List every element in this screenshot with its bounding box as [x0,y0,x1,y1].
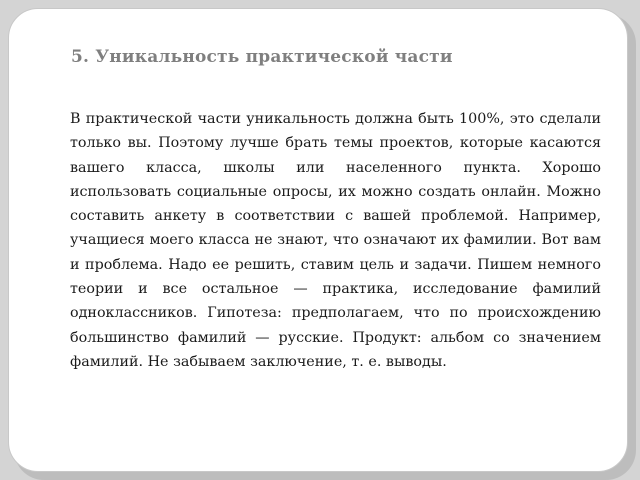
slide-body-text: В практической части уникальность должна быть 100%, это сделали только вы. Поэтому лучше брать темы проектов, которые касаются вашего класса, школы или населенного пункта. Хорошо использовать социальные опросы, их можно создать онлайн. Можно составить анкету в соответствии с вашей проблемой. Например, учащиеся моего класса не знают, что означают их фамилии. Вот вам и проблема. Надо ее решить, ставим цель и задачи. Пишем немного теории и все остальное — практика, исследование фамилий одноклассников. Гипотеза: предполагаем, что по происхождению большинство фамилий — русские. Продукт: альбом со значением фамилий. Не забываем заключение, т. е. выводы. [70,111,601,370]
slide-heading: 5. Уникальность практической части [71,47,453,67]
